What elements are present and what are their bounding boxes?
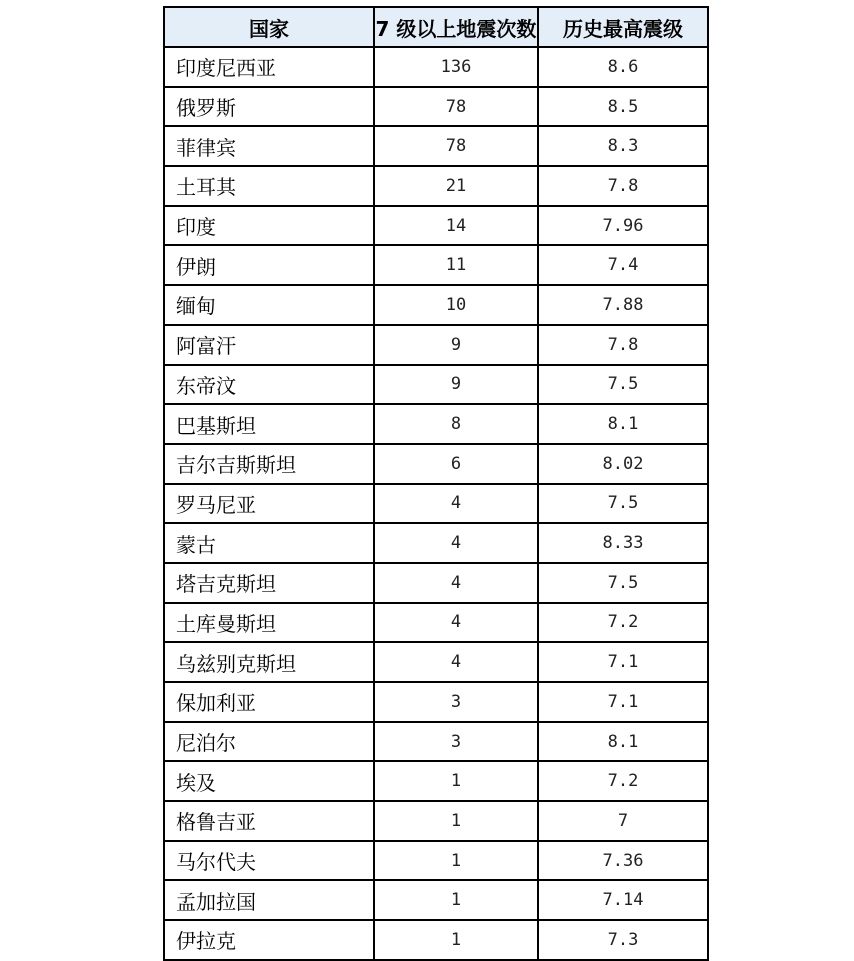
max-magnitude-cell: 7.88 bbox=[538, 285, 708, 325]
quake-count-cell: 4 bbox=[374, 484, 538, 524]
quake-count-cell: 1 bbox=[374, 801, 538, 841]
country-cell: 埃及 bbox=[164, 761, 374, 801]
quake-count-cell: 11 bbox=[374, 245, 538, 285]
table-row bbox=[164, 722, 708, 762]
table-row bbox=[164, 47, 708, 87]
country-cell: 格鲁吉亚 bbox=[164, 801, 374, 841]
max-magnitude-cell: 8.3 bbox=[538, 126, 708, 166]
country-cell: 巴基斯坦 bbox=[164, 404, 374, 444]
quake-count-cell: 78 bbox=[374, 87, 538, 127]
country-cell: 缅甸 bbox=[164, 285, 374, 325]
country-cell: 伊朗 bbox=[164, 245, 374, 285]
table-row bbox=[164, 880, 708, 920]
quake-count-cell: 4 bbox=[374, 642, 538, 682]
country-cell: 塔吉克斯坦 bbox=[164, 563, 374, 603]
table-body bbox=[164, 47, 708, 960]
quake-count-cell: 4 bbox=[374, 563, 538, 603]
max-magnitude-cell: 8.1 bbox=[538, 404, 708, 444]
quake-count-cell: 136 bbox=[374, 47, 538, 87]
table-row bbox=[164, 245, 708, 285]
country-cell: 菲律宾 bbox=[164, 126, 374, 166]
table-header bbox=[164, 7, 708, 47]
quake-count-cell: 1 bbox=[374, 880, 538, 920]
quake-count-cell: 10 bbox=[374, 285, 538, 325]
max-magnitude-cell: 7.3 bbox=[538, 920, 708, 960]
quake-count-cell: 3 bbox=[374, 682, 538, 722]
country-cell: 孟加拉国 bbox=[164, 880, 374, 920]
header-quake-count: 7 级以上地震次数 bbox=[374, 7, 538, 47]
header-max-magnitude: 历史最高震级 bbox=[538, 7, 708, 47]
quake-count-cell: 78 bbox=[374, 126, 538, 166]
max-magnitude-cell: 7.5 bbox=[538, 563, 708, 603]
max-magnitude-cell: 7.4 bbox=[538, 245, 708, 285]
quake-count-cell: 1 bbox=[374, 920, 538, 960]
country-cell: 尼泊尔 bbox=[164, 722, 374, 762]
table-row bbox=[164, 682, 708, 722]
quake-count-cell: 9 bbox=[374, 325, 538, 365]
max-magnitude-cell: 8.6 bbox=[538, 47, 708, 87]
max-magnitude-cell: 7.2 bbox=[538, 761, 708, 801]
quake-count-cell: 14 bbox=[374, 206, 538, 246]
table-row bbox=[164, 761, 708, 801]
country-cell: 罗马尼亚 bbox=[164, 484, 374, 524]
quake-count-cell: 8 bbox=[374, 404, 538, 444]
max-magnitude-cell: 7.1 bbox=[538, 642, 708, 682]
quake-count-cell: 4 bbox=[374, 523, 538, 563]
max-magnitude-cell: 7.1 bbox=[538, 682, 708, 722]
table-row bbox=[164, 285, 708, 325]
quake-count-cell: 4 bbox=[374, 603, 538, 643]
max-magnitude-cell: 7.96 bbox=[538, 206, 708, 246]
quake-count-cell: 9 bbox=[374, 365, 538, 405]
header-row bbox=[164, 7, 708, 47]
country-cell: 保加利亚 bbox=[164, 682, 374, 722]
country-cell: 乌兹别克斯坦 bbox=[164, 642, 374, 682]
quake-count-cell: 1 bbox=[374, 761, 538, 801]
table-row bbox=[164, 365, 708, 405]
country-cell: 印度尼西亚 bbox=[164, 47, 374, 87]
max-magnitude-cell: 8.02 bbox=[538, 444, 708, 484]
country-cell: 马尔代夫 bbox=[164, 841, 374, 881]
table-row bbox=[164, 801, 708, 841]
earthquake-table bbox=[163, 6, 709, 961]
table-row bbox=[164, 523, 708, 563]
country-cell: 印度 bbox=[164, 206, 374, 246]
max-magnitude-cell: 7.36 bbox=[538, 841, 708, 881]
max-magnitude-cell: 7.5 bbox=[538, 484, 708, 524]
max-magnitude-cell: 8.5 bbox=[538, 87, 708, 127]
table-row bbox=[164, 87, 708, 127]
max-magnitude-cell: 7.2 bbox=[538, 603, 708, 643]
table-row bbox=[164, 841, 708, 881]
country-cell: 俄罗斯 bbox=[164, 87, 374, 127]
country-cell: 吉尔吉斯斯坦 bbox=[164, 444, 374, 484]
quake-count-cell: 6 bbox=[374, 444, 538, 484]
max-magnitude-cell: 7.14 bbox=[538, 880, 708, 920]
table-row bbox=[164, 126, 708, 166]
country-cell: 土库曼斯坦 bbox=[164, 603, 374, 643]
max-magnitude-cell: 8.1 bbox=[538, 722, 708, 762]
table-row bbox=[164, 642, 708, 682]
table-row bbox=[164, 484, 708, 524]
table-row bbox=[164, 563, 708, 603]
max-magnitude-cell: 7.8 bbox=[538, 166, 708, 206]
country-cell: 阿富汗 bbox=[164, 325, 374, 365]
table-row bbox=[164, 206, 708, 246]
table-row bbox=[164, 920, 708, 960]
country-cell: 土耳其 bbox=[164, 166, 374, 206]
table-row bbox=[164, 166, 708, 206]
max-magnitude-cell: 7 bbox=[538, 801, 708, 841]
country-cell: 蒙古 bbox=[164, 523, 374, 563]
max-magnitude-cell: 7.5 bbox=[538, 365, 708, 405]
table-row bbox=[164, 444, 708, 484]
table-row bbox=[164, 603, 708, 643]
header-country: 国家 bbox=[164, 7, 374, 47]
country-cell: 伊拉克 bbox=[164, 920, 374, 960]
quake-count-cell: 1 bbox=[374, 841, 538, 881]
country-cell: 东帝汶 bbox=[164, 365, 374, 405]
max-magnitude-cell: 8.33 bbox=[538, 523, 708, 563]
table-row bbox=[164, 325, 708, 365]
table-row bbox=[164, 404, 708, 444]
quake-count-cell: 3 bbox=[374, 722, 538, 762]
quake-count-cell: 21 bbox=[374, 166, 538, 206]
max-magnitude-cell: 7.8 bbox=[538, 325, 708, 365]
